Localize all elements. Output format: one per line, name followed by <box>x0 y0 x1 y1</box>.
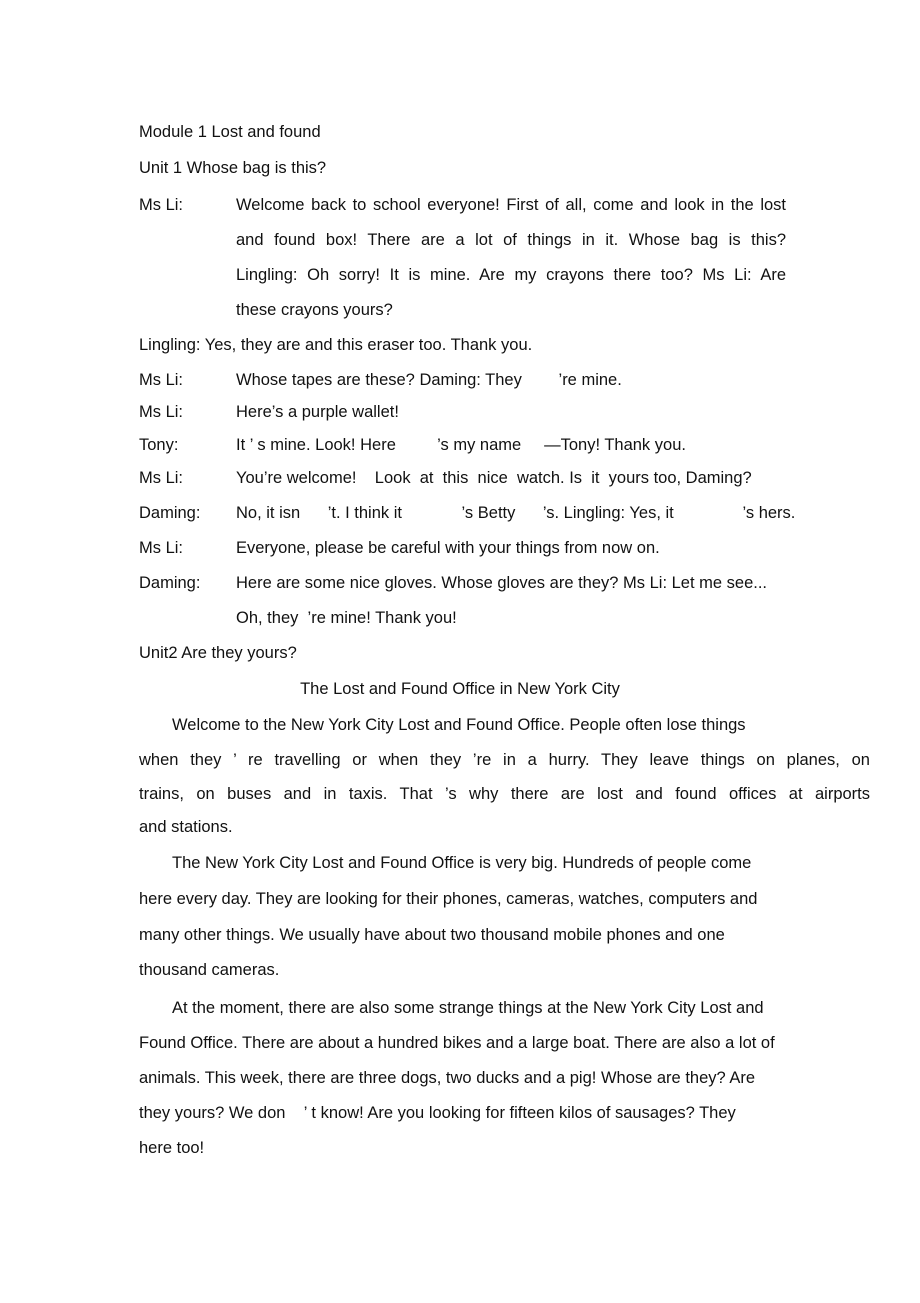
paragraph-line: here every day. They are looking for their phones, cameras, watches, computers and <box>139 890 758 908</box>
speaker-label: Daming: <box>139 504 201 522</box>
article-title: The Lost and Found Office in New York City <box>300 680 620 698</box>
dialogue-line: these crayons yours? <box>236 301 393 319</box>
paragraph-line: here too! <box>139 1139 205 1157</box>
paragraph-line: Found Office. There are about a hundred bikes and a large boat. There are also a lot of <box>139 1034 775 1052</box>
speaker-label: Ms Li: <box>139 196 184 214</box>
dialogue-line: Lingling: Oh sorry! It is mine. Are my crayons there too? Ms Li: Are <box>236 266 786 284</box>
paragraph-line: At the moment, there are also some strange things at the New York City Lost and <box>172 999 764 1017</box>
dialogue-line: No, it isn ’t. I think it ’s Betty ’s. Lingling: Yes, it ’s hers. <box>236 504 796 522</box>
paragraph-line: animals. This week, there are three dogs, two ducks and a pig! Whose are they? Are <box>139 1069 756 1087</box>
paragraph-line: many other things. We usually have about two thousand mobile phones and one <box>139 926 725 944</box>
dialogue-line: Everyone, please be careful with your things from now on. <box>236 539 660 557</box>
paragraph-line: thousand cameras. <box>139 961 280 979</box>
paragraph-line: The New York City Lost and Found Office is very big. Hundreds of people come <box>172 854 752 872</box>
paragraph-line: Welcome to the New York City Lost and Found Office. People often lose things <box>172 716 746 734</box>
dialogue-line: It ’ s mine. Look! Here ’s my name —Tony! Thank you. <box>236 436 686 454</box>
speaker-label: Ms Li: <box>139 403 184 421</box>
unit2-title: Unit2 Are they yours? <box>139 644 297 662</box>
dialogue-line: Here’s a purple wallet! <box>236 403 399 421</box>
speaker-label: Daming: <box>139 574 201 592</box>
speaker-label: Ms Li: <box>139 539 184 557</box>
paragraph-line: when they ’ re travelling or when they ’re in a hurry. They leave things on planes, on <box>139 751 870 769</box>
module-title: Module 1 Lost and found <box>139 123 321 141</box>
speaker-label: Tony: <box>139 436 179 454</box>
dialogue-line: Here are some nice gloves. Whose gloves are they? Ms Li: Let me see... <box>236 574 767 592</box>
unit1-title: Unit 1 Whose bag is this? <box>139 159 327 177</box>
dialogue-line: Welcome back to school everyone! First of all, come and look in the lost <box>236 196 786 214</box>
dialogue-line: You’re welcome! Look at this nice watch. Is it yours too, Daming? <box>236 469 752 487</box>
speaker-label: Ms Li: <box>139 371 184 389</box>
paragraph-line: they yours? We don ’ t know! Are you looking for fifteen kilos of sausages? They <box>139 1104 736 1122</box>
paragraph-line: and stations. <box>139 818 233 836</box>
speaker-label: Ms Li: <box>139 469 184 487</box>
dialogue-line: Whose tapes are these? Daming: They ’re mine. <box>236 371 622 389</box>
paragraph-line: trains, on buses and in taxis. That ’s why there are lost and found offices at airports <box>139 785 870 803</box>
dialogue-line: Oh, they ’re mine! Thank you! <box>236 609 457 627</box>
dialogue-line: and found box! There are a lot of things in it. Whose bag is this? <box>236 231 786 249</box>
dialogue-line: Lingling: Yes, they are and this eraser too. Thank you. <box>139 336 533 354</box>
